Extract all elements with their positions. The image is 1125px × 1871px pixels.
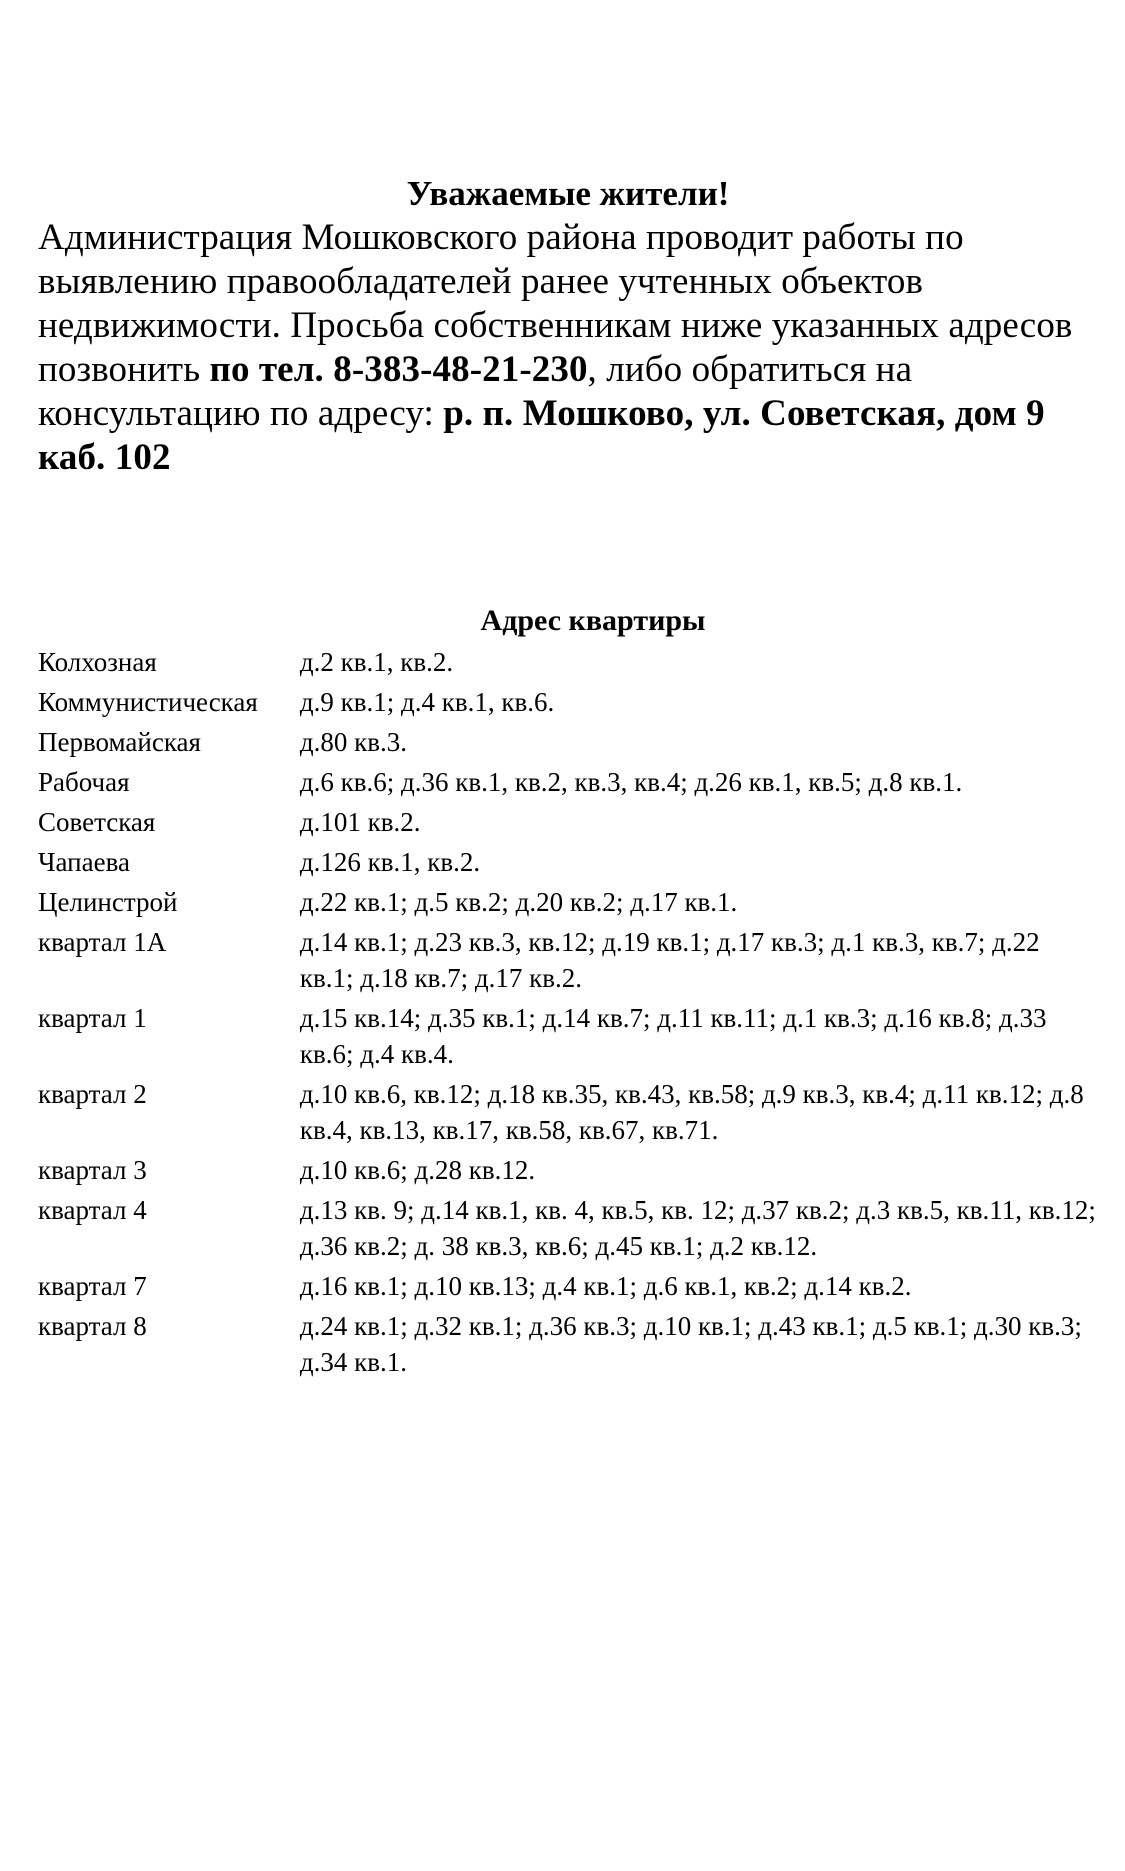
street-name: квартал 7 (38, 1271, 147, 1301)
table-row (38, 924, 1098, 1000)
apartment-list: д.101 кв.2. (299, 807, 421, 837)
street-name: квартал 8 (38, 1311, 147, 1341)
street-name: Коммунистическая (38, 687, 258, 717)
notice-block (38, 172, 1098, 480)
notice-address: р. п. Мошково, ул. Советская, дом 9 каб. 102 (38, 393, 1045, 478)
apartment-list: д.10 кв.6, кв.12; д.18 кв.35, кв.43, кв.58; д.9 кв.3, кв.4; д.11 кв.12; д.8 кв.4, кв.13, кв.17, кв.58, кв.67, кв.71. (299, 1079, 1084, 1145)
table-row (38, 684, 1098, 724)
table-row (38, 804, 1098, 844)
address-table (38, 644, 1098, 1384)
street-name: Колхозная (38, 647, 157, 677)
street-name: квартал 3 (38, 1155, 147, 1185)
apartment-list: д.6 кв.6; д.36 кв.1, кв.2, кв.3, кв.4; д.26 кв.1, кв.5; д.8 кв.1. (299, 767, 963, 797)
street-name: Советская (38, 807, 156, 837)
table-row (38, 1076, 1098, 1152)
table-row (38, 1152, 1098, 1192)
table-row (38, 724, 1098, 764)
apartment-list: д.9 кв.1; д.4 кв.1, кв.6. (299, 687, 555, 717)
apartment-list: д.126 кв.1, кв.2. (299, 847, 481, 877)
table-row (38, 844, 1098, 884)
street-name: Первомайская (38, 727, 201, 757)
street-name: Чапаева (38, 847, 130, 877)
apartment-list: д.2 кв.1, кв.2. (299, 647, 454, 677)
table-row (38, 884, 1098, 924)
apartment-list: д.14 кв.1; д.23 кв.3, кв.12; д.19 кв.1; д.17 кв.3; д.1 кв.3, кв.7; д.22 кв.1; д.18 кв.7; д.17 кв.2. (299, 927, 1040, 993)
address-section (38, 602, 1098, 1384)
notice-body-text-1: Администрация Мошковского района проводит работы по выявлению правообладателей ранее учтенных объектов недвижимости. Просьба собственникам ниже указанных адресов позвонить (38, 217, 1073, 390)
apartment-list: д.15 кв.14; д.35 кв.1; д.14 кв.7; д.11 кв.11; д.1 кв.3; д.16 кв.8; д.33 кв.6; д.4 кв.4. (299, 1003, 1047, 1069)
street-name: квартал 1А (38, 927, 167, 957)
apartment-list: д.80 кв.3. (299, 727, 407, 757)
table-row (38, 644, 1098, 684)
street-name: квартал 1 (38, 1003, 147, 1033)
street-name: квартал 4 (38, 1195, 147, 1225)
apartment-list: д.13 кв. 9; д.14 кв.1, кв. 4, кв.5, кв. 12; д.37 кв.2; д.3 кв.5, кв.11, кв.12; д.36 кв.2; д. 38 кв.3, кв.6; д.45 кв.1; д.2 кв.12. (299, 1195, 1096, 1261)
apartment-list: д.10 кв.6; д.28 кв.12. (299, 1155, 536, 1185)
street-name: Рабочая (38, 767, 130, 797)
table-row (38, 1308, 1098, 1384)
notice-phone: по тел. 8-383-48-21-230 (209, 349, 588, 390)
apartment-list: д.22 кв.1; д.5 кв.2; д.20 кв.2; д.17 кв.1. (299, 887, 738, 917)
notice-body-text-2: , либо обратиться на консультацию по адресу: (38, 349, 913, 434)
address-table-title: Адрес квартиры (480, 604, 706, 637)
address-table-body (38, 644, 1098, 1384)
table-row (38, 1000, 1098, 1076)
table-row (38, 764, 1098, 804)
apartment-list: д.24 кв.1; д.32 кв.1; д.36 кв.3; д.10 кв.1; д.43 кв.1; д.5 кв.1; д.30 кв.3; д.34 кв.1. (299, 1311, 1082, 1377)
street-name: Целинстрой (38, 887, 178, 917)
notice-title: Уважаемые жители! (406, 174, 730, 213)
notice-body (38, 216, 1098, 480)
street-name: квартал 2 (38, 1079, 147, 1109)
table-row (38, 1192, 1098, 1268)
apartment-list: д.16 кв.1; д.10 кв.13; д.4 кв.1; д.6 кв.1, кв.2; д.14 кв.2. (299, 1271, 912, 1301)
table-row (38, 1268, 1098, 1308)
